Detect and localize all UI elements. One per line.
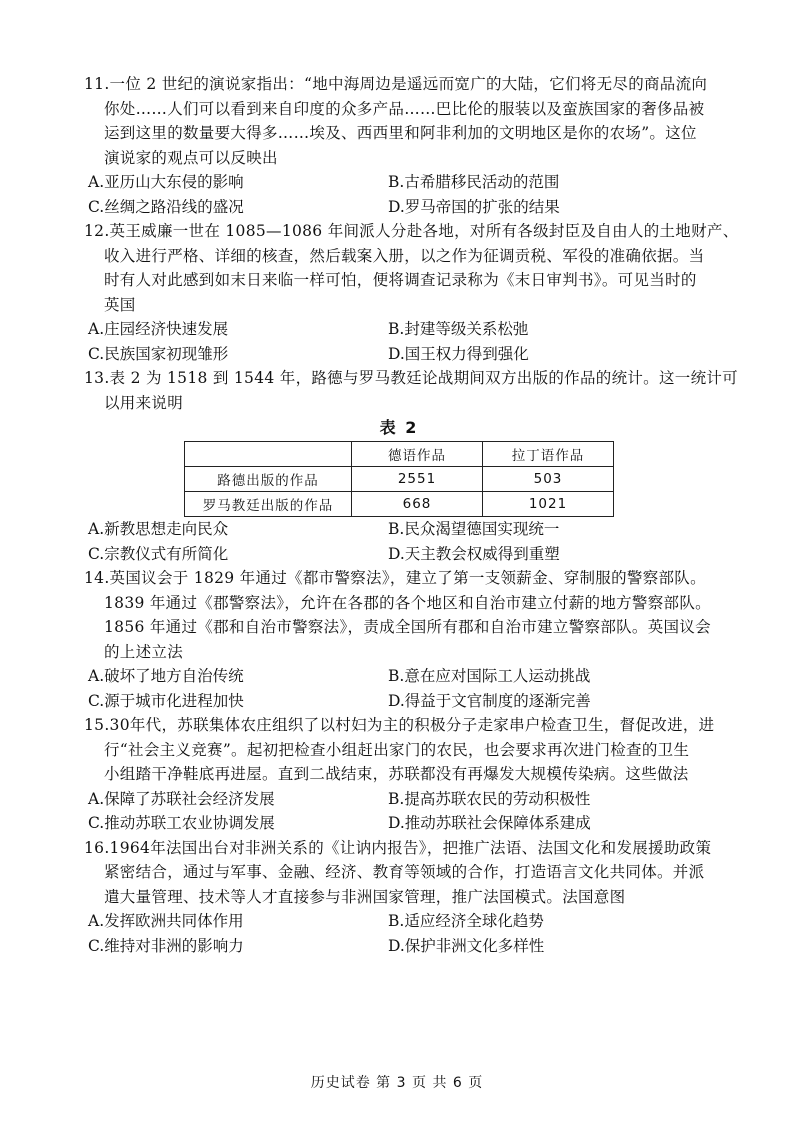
question-12-line: 12.英王威廉一世在 1085—1086 年间派人分赴各地，对所有各级封臣及自由人的土地财产、 — [84, 222, 739, 240]
option-a: A.破坏了地方自治传统 — [88, 667, 244, 685]
question-15-line: 行“社会主义竞赛”。起初把检查小组赶出家门的农民，也会要求再次进门检查的卫生 — [104, 740, 690, 759]
question-14-options — [84, 664, 714, 713]
question-15 — [84, 713, 714, 836]
question-16 — [84, 836, 714, 959]
option-d: D.罗马帝国的扩张的结果 — [388, 197, 560, 216]
option-c: C.民族国家初现雏形 — [88, 344, 229, 363]
option-a: A.保障了苏联社会经济发展 — [88, 789, 275, 808]
question-14-line: 1856 年通过《郡和自治市警察法》，责成全国所有郡和自治市建立警察部队。英国议会 — [104, 618, 711, 636]
table-header-cell: 德语作品 — [352, 442, 483, 467]
option-d: D.保护非洲文化多样性 — [388, 936, 545, 955]
option-c: C.源于城市化进程加快 — [88, 691, 244, 710]
question-11-options — [84, 170, 714, 219]
question-11-line: 你处……人们可以看到来自印度的众多产品……巴比伦的服装以及蛮族国家的奢侈品被 — [104, 99, 705, 118]
question-12-line: 时有人对此感到如末日来临一样可怕，便将调查记录称为《末日审判书》。可见当时的 — [104, 271, 697, 289]
question-16-line: 紧密结合，通过与军事、金融、经济、教育等领域的合作，打造语言文化共同体。并派 — [104, 863, 705, 881]
option-d: D.国王权力得到强化 — [388, 344, 529, 363]
option-b: B.民众渴望德国实现统一 — [388, 520, 560, 538]
table-header-cell: 拉丁语作品 — [483, 442, 614, 467]
option-c: C.维持对非洲的影响力 — [88, 936, 244, 955]
table-row — [185, 492, 614, 517]
question-13-line: 以用来说明 — [104, 393, 184, 412]
question-12 — [84, 219, 739, 366]
question-14-line: 的上述立法 — [104, 642, 184, 661]
question-13-options — [84, 517, 714, 566]
question-12-line: 收入进行严格、详细的核查，然后载案入册，以之作为征调贡税、军役的准确依据。当 — [104, 246, 705, 265]
question-list — [84, 72, 739, 958]
option-c: C.丝绸之路沿线的盛况 — [88, 197, 244, 216]
statistics-table — [184, 441, 614, 517]
question-16-line: 16.1964年法国出台对非洲关系的《让讷内报告》，把推广法语、法国文化和发展援助政策 — [84, 838, 712, 857]
option-d: D.推动苏联社会保障体系建成 — [388, 814, 591, 832]
table-cell: 罗马教廷出版的作品 — [185, 492, 352, 517]
question-12-line: 英国 — [104, 295, 136, 314]
table-cell: 路德出版的作品 — [185, 467, 352, 492]
question-14-line: 14.英国议会于 1829 年通过《都市警察法》，建立了第一支领薪金、穿制服的警察部队。 — [84, 569, 706, 587]
option-a: A.新教思想走向民众 — [88, 520, 229, 538]
question-13 — [84, 366, 738, 566]
option-c: C.宗教仪式有所简化 — [88, 544, 229, 563]
question-14-line: 1839 年通过《郡警察法》，允许在各郡的各个地区和自治市建立付薪的地方警察部队。 — [104, 593, 711, 612]
option-a: A.发挥欧洲共同体作用 — [88, 912, 244, 930]
question-14 — [84, 566, 714, 713]
question-11 — [84, 72, 714, 219]
question-11-line: 运到这里的数量要大得多……埃及、西西里和阿非利加的文明地区是你的农场”。这位 — [104, 124, 697, 142]
question-16-options — [84, 909, 714, 958]
question-11-line: 演说家的观点可以反映出 — [104, 148, 278, 167]
question-15-line: 15.30年代，苏联集体农庄组织了以村妇为主的积极分子走家串户检查卫生，督促改进，进 — [84, 716, 715, 734]
table-header-cell — [185, 442, 352, 467]
table-cell: 503 — [483, 467, 614, 492]
option-a: A.庄园经济快速发展 — [88, 320, 229, 338]
option-b: B.封建等级关系松弛 — [388, 320, 529, 338]
question-15-line: 小组踏干净鞋底再进屋。直到二战结束，苏联都没有再爆发大规模传染病。这些做法 — [104, 765, 689, 783]
option-a: A.亚历山大东侵的影响 — [88, 173, 244, 191]
table-title: 表 2 — [379, 418, 419, 437]
page-footer: 历史试卷 第 3 页 共 6 页 — [310, 1075, 484, 1091]
table-cell: 668 — [352, 492, 483, 517]
table-cell: 2551 — [352, 467, 483, 492]
option-c: C.推动苏联工农业协调发展 — [88, 814, 275, 832]
option-b: B.古希腊移民活动的范围 — [388, 173, 560, 191]
option-b: B.意在应对国际工人运动挑战 — [388, 667, 591, 685]
question-16-line: 遣大量管理、技术等人才直接参与非洲国家管理，推广法国模式。法国意图 — [104, 887, 626, 906]
option-b: B.适应经济全球化趋势 — [388, 912, 544, 930]
table-cell: 1021 — [483, 492, 614, 517]
table-row — [185, 467, 614, 492]
option-d: D.天主教会权威得到重塑 — [388, 544, 560, 563]
option-b: B.提高苏联农民的劳动积极性 — [388, 789, 591, 808]
question-13-line: 13.表 2 为 1518 到 1544 年，路德与罗马教廷论战期间双方出版的作品的统计。这一统计可 — [84, 369, 738, 387]
option-d: D.得益于文官制度的逐渐完善 — [388, 691, 591, 710]
question-11-line: 11.一位 2 世纪的演说家指出：“地中海周边是遥远而宽广的大陆，它们将无尽的商品流向 — [84, 75, 708, 93]
table-header-row — [185, 442, 614, 467]
question-15-options — [84, 787, 714, 836]
question-12-options — [84, 317, 714, 366]
